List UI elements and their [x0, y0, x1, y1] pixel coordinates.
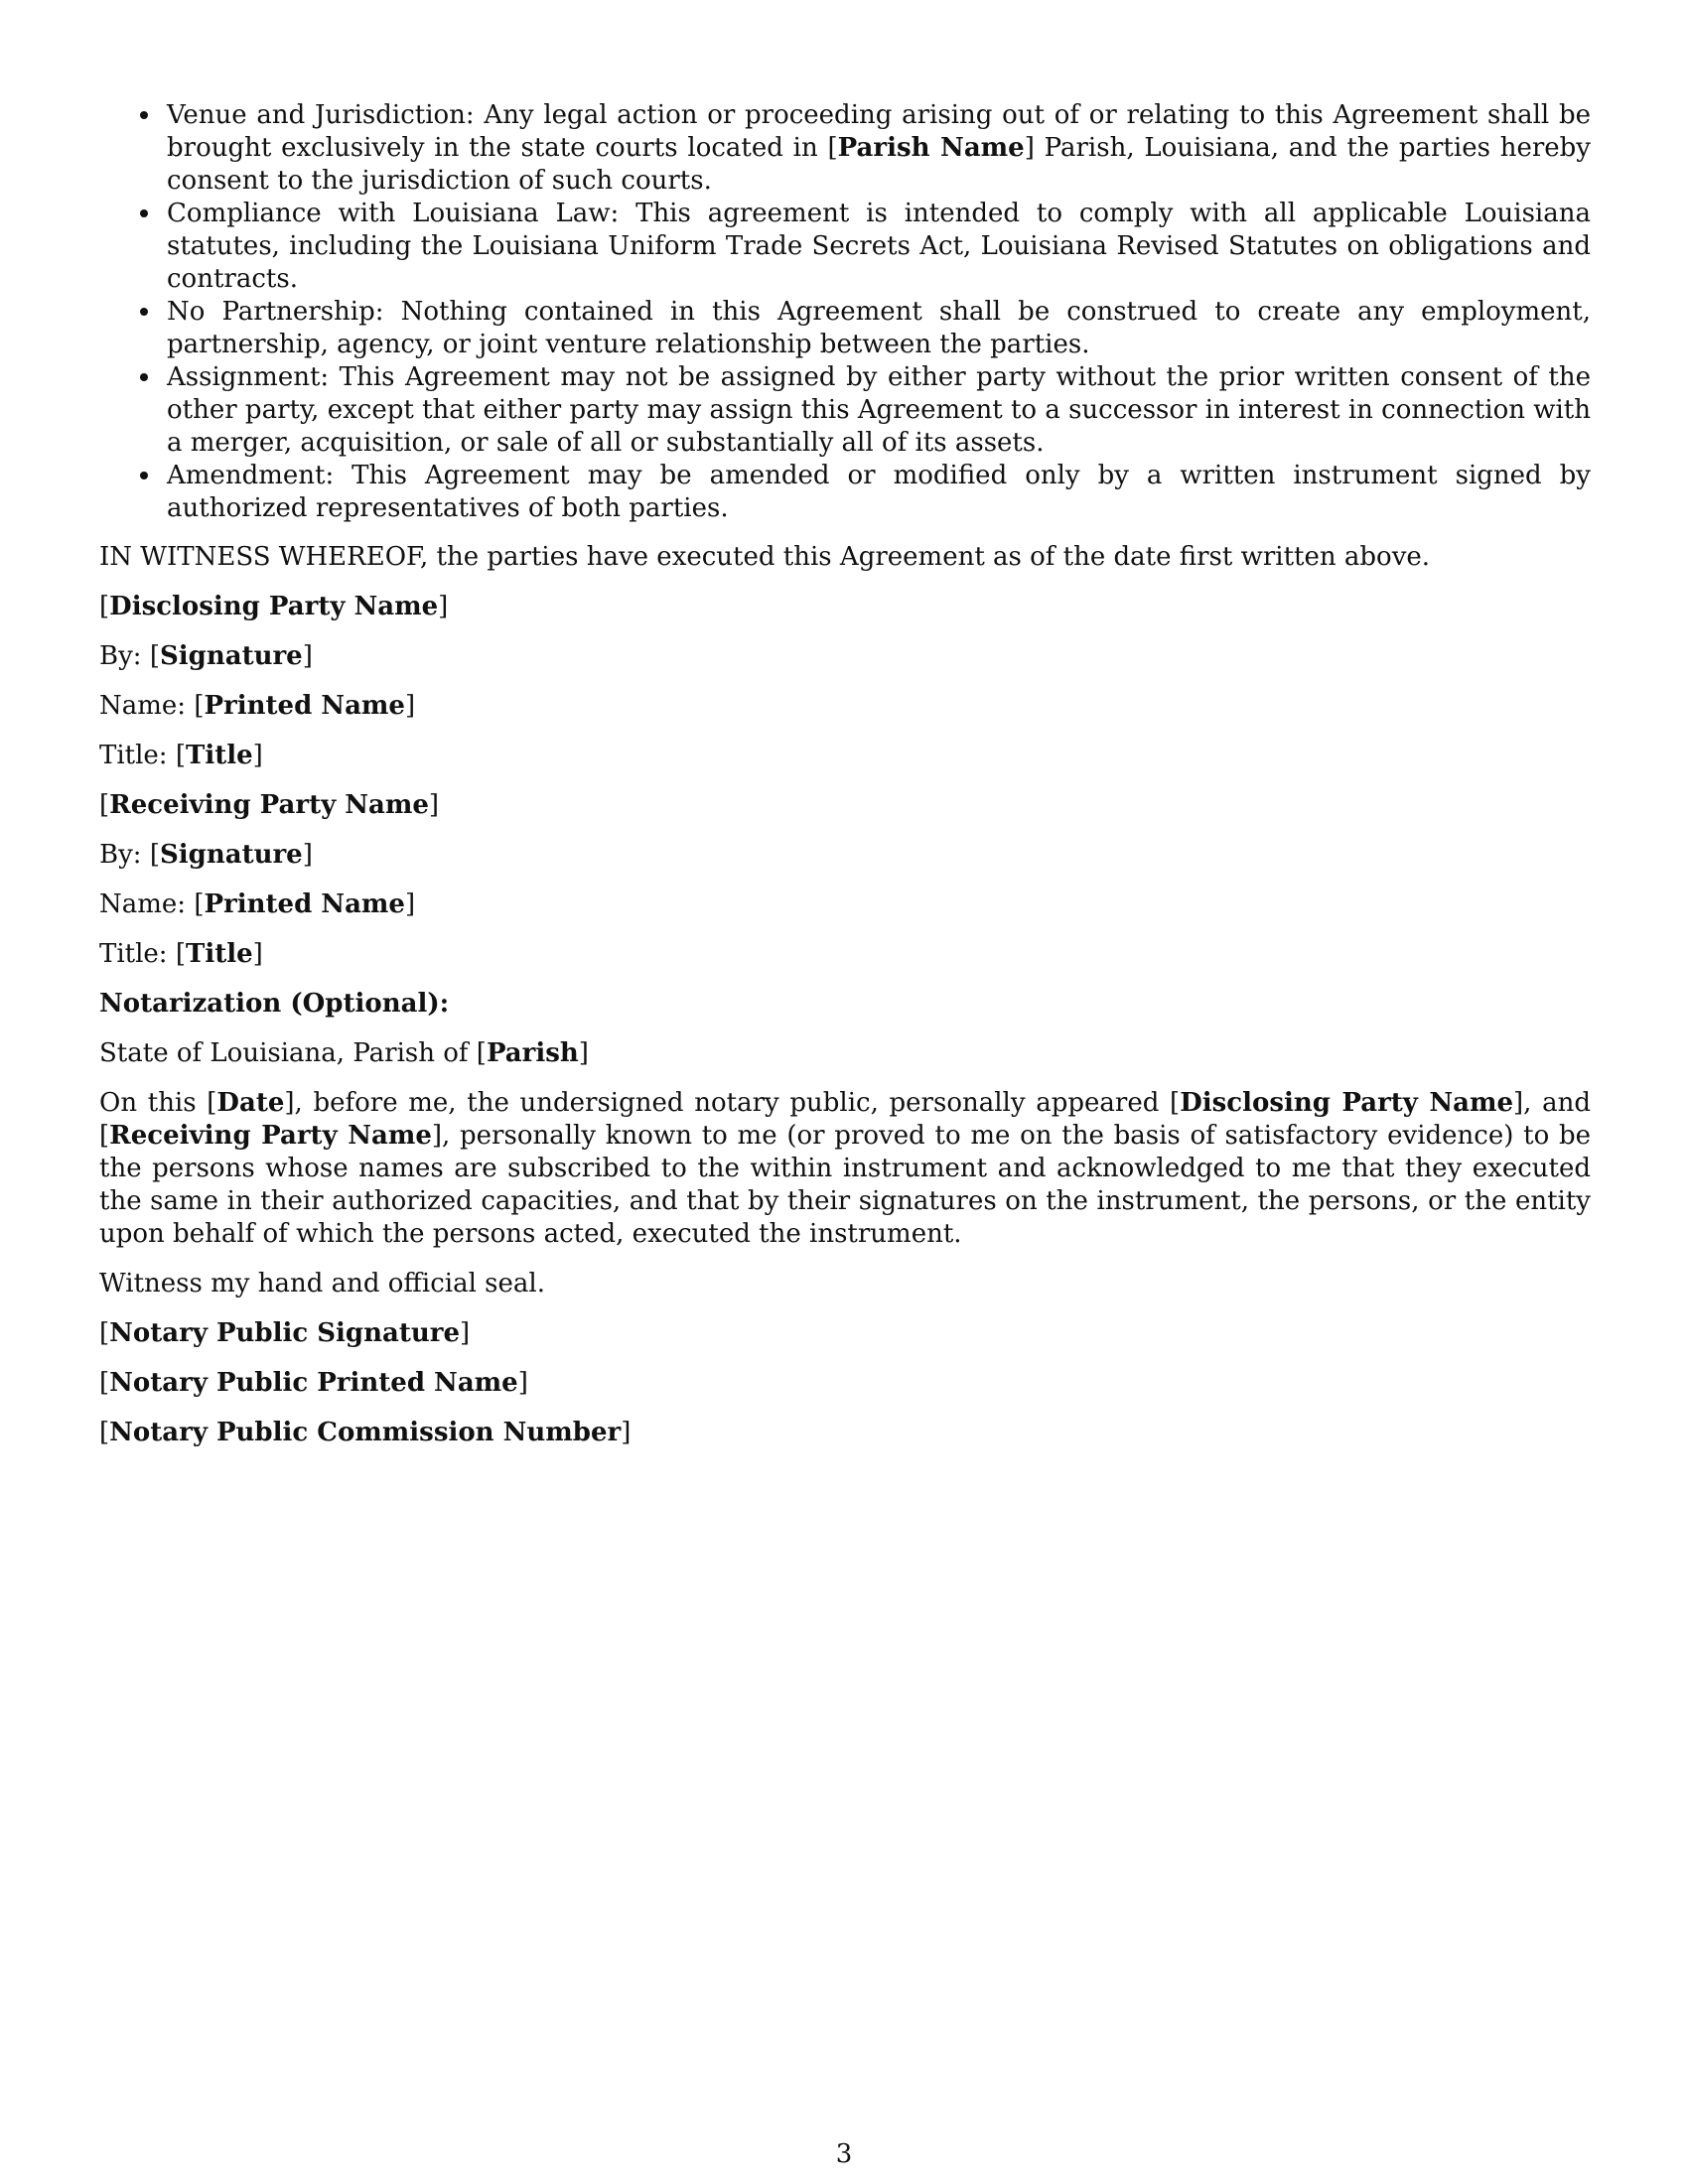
notary-signature-line: [Notary Public Signature] [99, 1318, 471, 1348]
receiving-by-line: By: [Signature] [99, 840, 313, 870]
clause-amendment-text: Amendment: This Agreement may be amended or modified only by a written instrument signed by authorized representatives of both parties. [167, 461, 1591, 523]
receiving-name-line: Name: [Printed Name] [99, 889, 416, 919]
clause-venue-text: Venue and Jurisdiction: Any legal action or proceeding arising out of or relating to this Agreement shall be brought exclusively in the state courts located in [ [167, 100, 1591, 163]
bullet-icon [140, 308, 148, 316]
clause-assignment [167, 361, 1591, 460]
notary-printed-name-line: [Notary Public Printed Name] [99, 1368, 528, 1398]
receiving-title-line: Title: [Title] [99, 939, 263, 969]
witness-statement: IN WITNESS WHEREOF, the parties have executed this Agreement as of the date first written above. [99, 542, 1431, 572]
notary-acknowledgment: On this [Date], before me, the undersigned notary public, personally appeared [Disclosing Party Name], and [Receiving Party Name], personally known to me (or proved to me on the basis of satisfactory evidence) to be the persons whose names are subscribed to the within instrument and acknowledged to me that they executed the same in their authorized capacities, and that by their signatures on the instrument, the persons, or the entity upon behalf of which the persons acted, executed the instrument. [99, 1088, 1592, 1249]
clause-assignment-text: Assignment: This Agreement may not be assigned by either party without the prior written consent of the other party, except that either party may assign this Agreement to a successor in interest in connection with a merger, acquisition, or sale of all or substantially all of its assets. [167, 362, 1591, 458]
notarization-heading: Notarization (Optional): [99, 989, 450, 1019]
clause-compliance [167, 198, 1591, 296]
parish-name-placeholder: Parish Name [837, 133, 1025, 163]
disclosing-name-line: Name: [Printed Name] [99, 691, 416, 721]
notary-commission-line: [Notary Public Commission Number] [99, 1418, 632, 1447]
receiving-party-name: [Receiving Party Name] [99, 790, 440, 820]
notary-seal-line: Witness my hand and official seal. [99, 1269, 545, 1298]
document-page [99, 99, 1591, 1466]
clause-no-partnership-text: No Partnership: Nothing contained in this Agreement shall be construed to create any employment, partnership, agency, or joint venture relationship between the parties. [167, 297, 1591, 359]
page-number: 3 [835, 2139, 853, 2169]
clause-venue [167, 99, 1591, 198]
disclosing-party-name: [Disclosing Party Name] [99, 592, 449, 621]
bullet-icon [140, 111, 148, 119]
bullet-icon [140, 209, 148, 217]
clause-compliance-text: Compliance with Louisiana Law: This agreement is intended to comply with all applicable Louisiana statutes, including the Louisiana Uniform Trade Secrets Act, Louisiana Revised Statutes on obligations and contracts. [167, 199, 1591, 294]
clause-amendment [167, 460, 1591, 525]
bullet-icon [140, 373, 148, 381]
notary-state-line: State of Louisiana, Parish of [Parish] [99, 1038, 589, 1068]
bullet-icon [140, 472, 148, 479]
clause-no-partnership [167, 296, 1591, 361]
clause-list [99, 99, 1591, 525]
disclosing-by-line: By: [Signature] [99, 641, 313, 671]
clause-venue-text-end: ] Parish, Louisiana, and the parties hereby consent to the jurisdiction of such courts. [167, 133, 1591, 196]
disclosing-title-line: Title: [Title] [99, 741, 263, 770]
